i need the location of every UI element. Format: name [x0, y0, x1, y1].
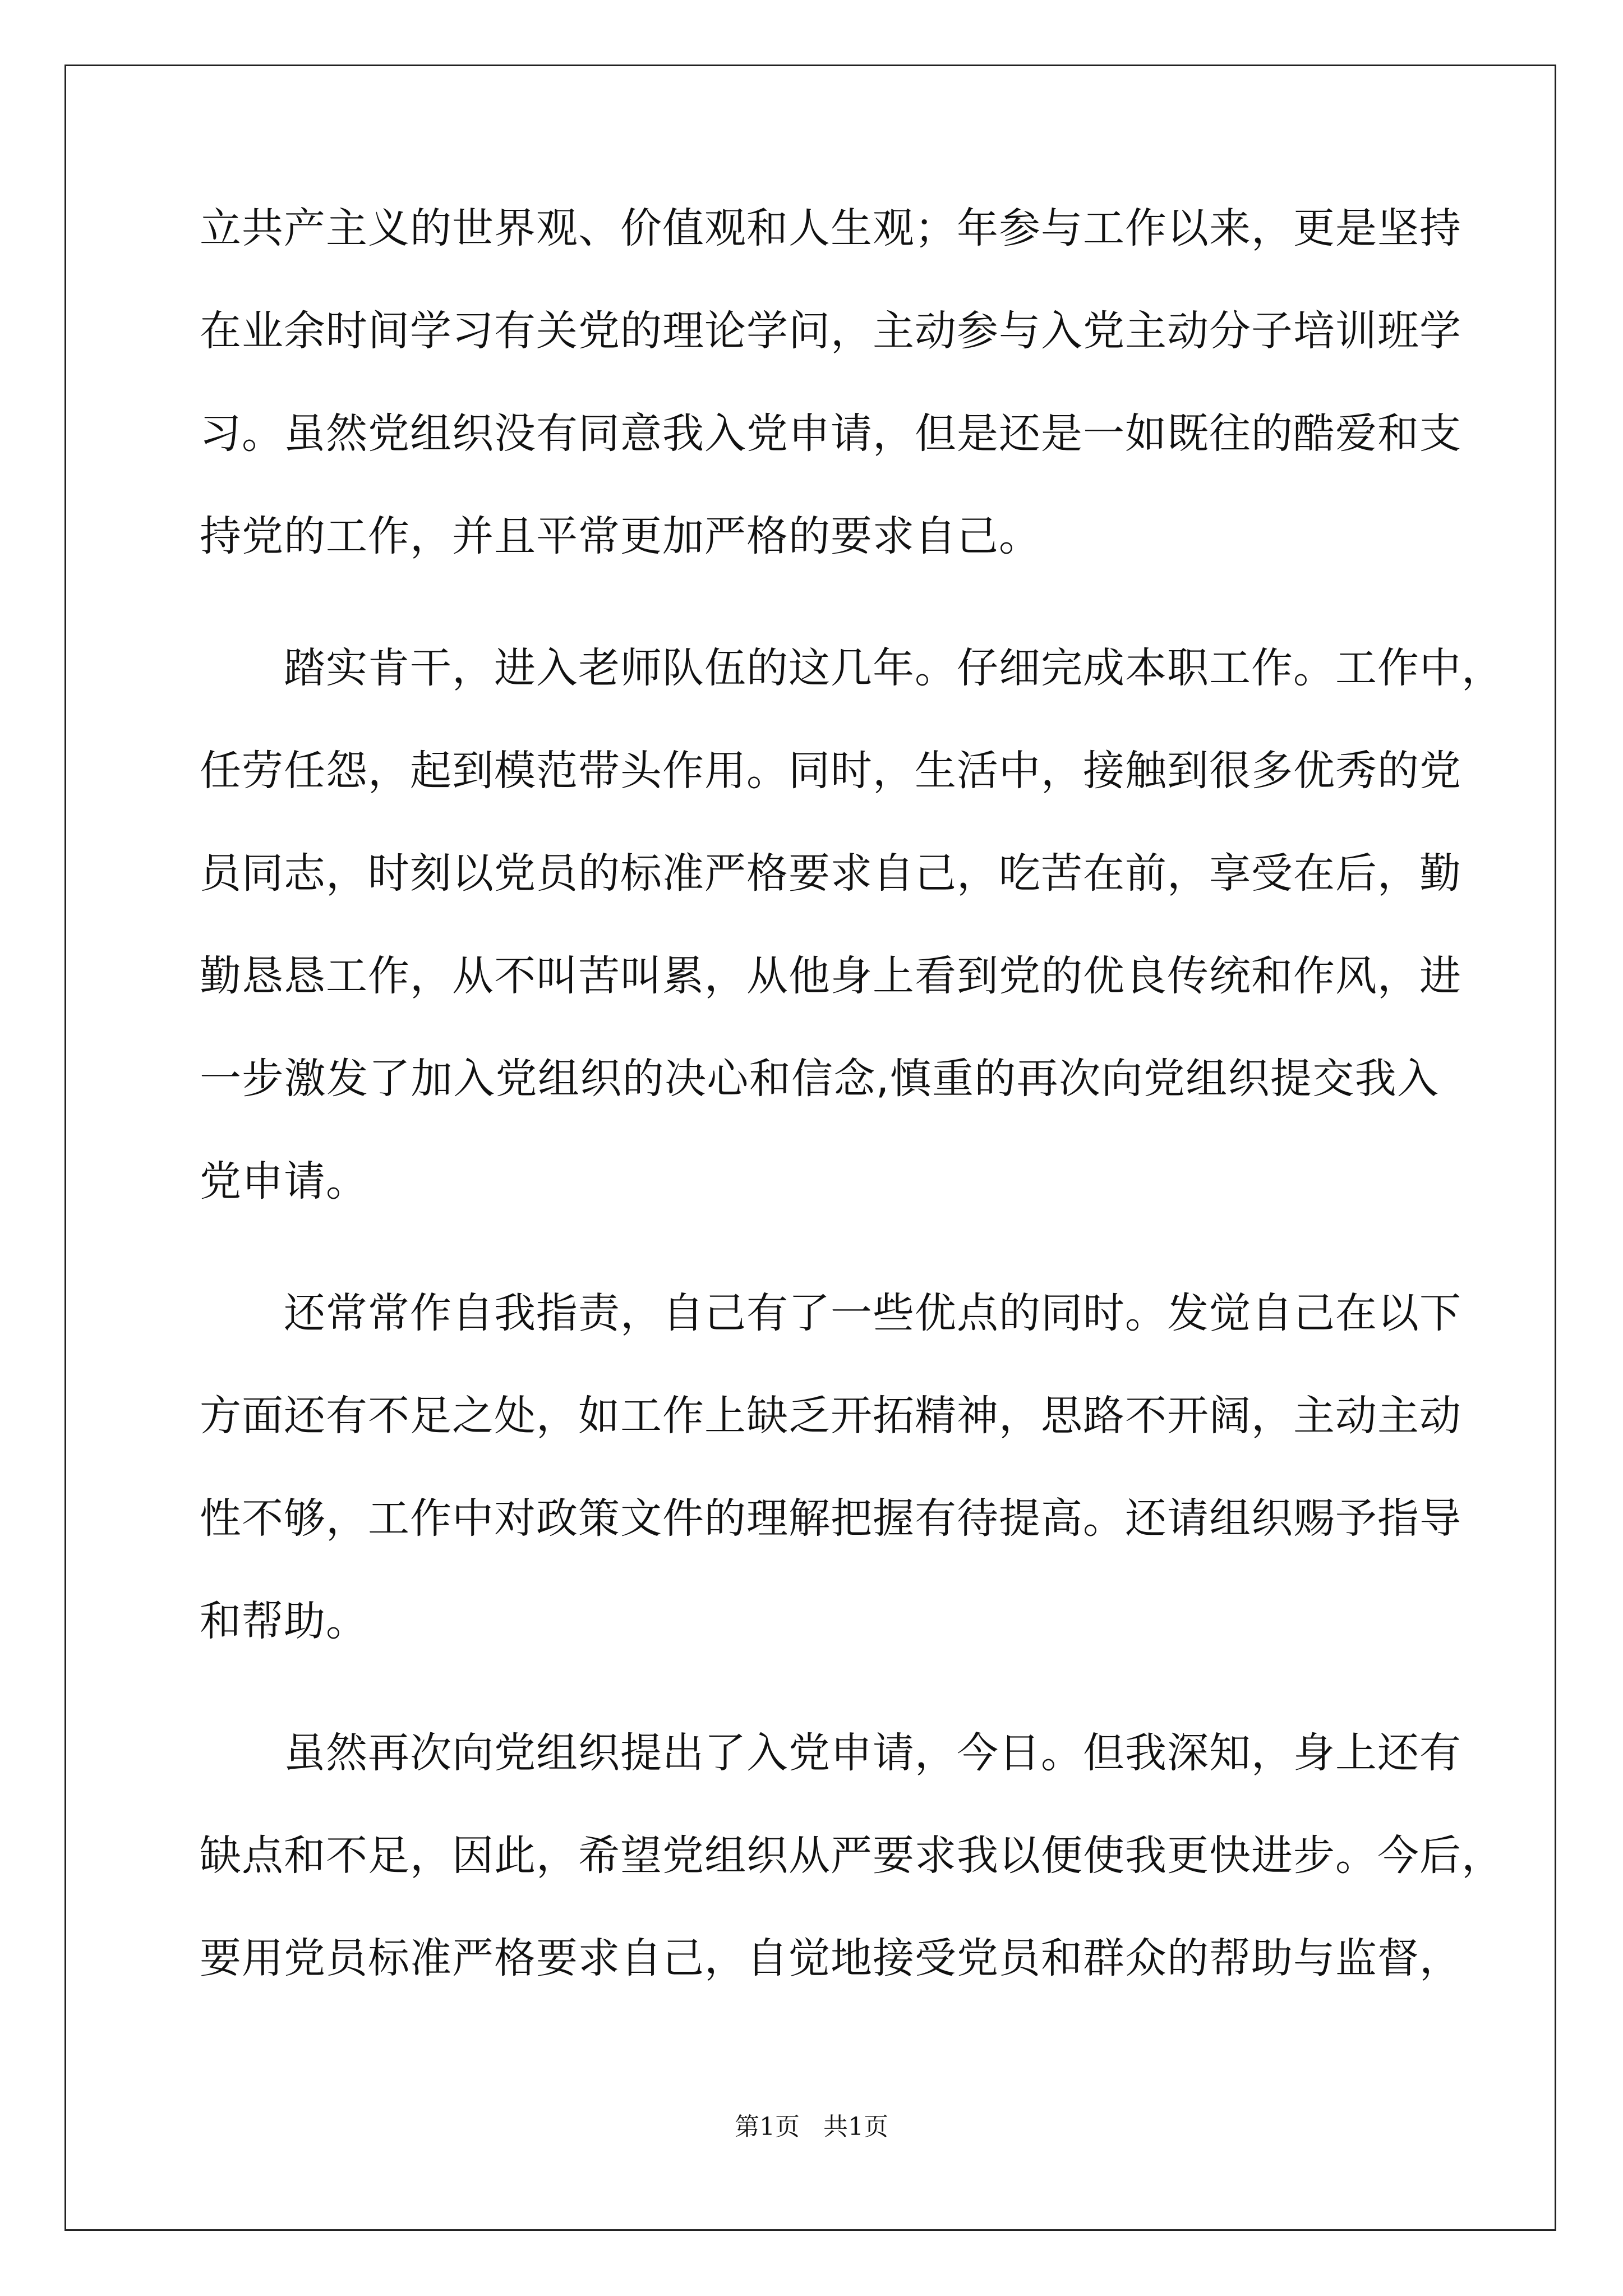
text-line: 踏实肯干，进入老师队伍的这几年。仔细完成本职工作。工作中， — [284, 644, 1504, 692]
text-line: 在业余时间学习有关党的理论学问，主动参与入党主动分子培训班学 — [200, 307, 1461, 355]
text-line: 缺点和不足，因此，希望党组织从严要求我以便使我更快进步。今后， — [200, 1832, 1504, 1880]
text-line: 一步激发了加入党组织的决心和信念,慎重的再次向党组织提交我入 — [200, 1055, 1439, 1103]
text-line: 任劳任怨，起到模范带头作用。同时，生活中，接触到很多优秀的党 — [200, 747, 1461, 795]
text-line: 员同志，时刻以党员的标准严格要求自己，吃苦在前，享受在后，勤 — [200, 849, 1461, 898]
text-line: 习。虽然党组织没有同意我入党申请，但是还是一如既往的酷爱和支 — [200, 409, 1461, 458]
text-line: 还常常作自我指责，自己有了一些优点的同时。发觉自己在以下 — [284, 1289, 1461, 1337]
document-body — [200, 204, 1504, 2040]
text-line: 勤恳恳工作，从不叫苦叫累，从他身上看到党的优良传统和作风，进 — [200, 952, 1461, 1000]
text-line: 性不够，工作中对政策文件的理解把握有待提高。还请组织赐予指导 — [200, 1494, 1461, 1543]
text-line: 和帮助。 — [200, 1597, 368, 1645]
text-line: 虽然再次向党组织提出了入党申请，今日。但我深知，身上还有 — [284, 1729, 1461, 1777]
text-line: 要用党员标准严格要求自己，自觉地接受党员和群众的帮助与监督， — [200, 1934, 1461, 1982]
text-line: 方面还有不足之处，如工作上缺乏开拓精神，思路不开阔，主动主动 — [200, 1392, 1461, 1440]
page-indicator: 第1页 共1页 — [735, 2113, 888, 2141]
text-line: 持党的工作，并且平常更加严格的要求自己。 — [200, 512, 1041, 560]
page-footer — [0, 2106, 1623, 2142]
text-line: 立共产主义的世界观、价值观和人生观；年参与工作以来，更是坚持 — [200, 204, 1461, 252]
text-line: 党申请。 — [200, 1157, 368, 1205]
